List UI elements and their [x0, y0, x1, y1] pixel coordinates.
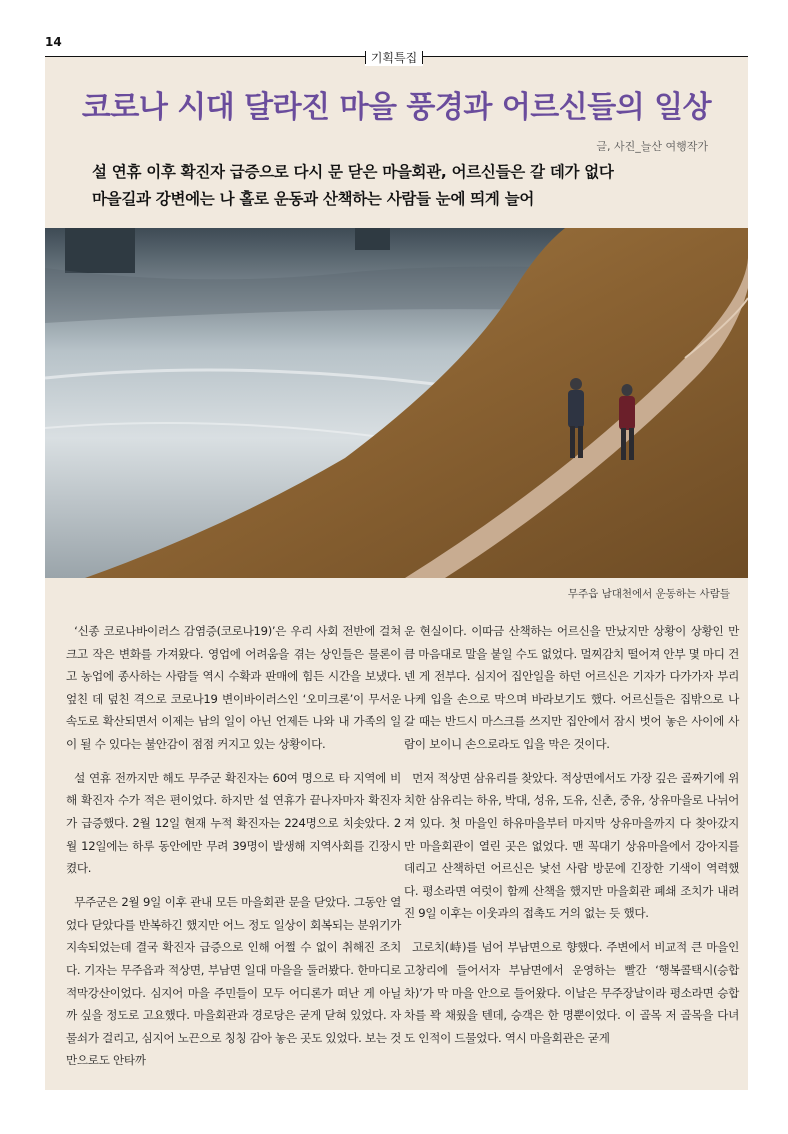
article-column-left — [66, 620, 401, 1083]
paragraph: 먼저 적상면 삼유리를 찾았다. 적상면에서도 가장 깊은 골짜기에 위치한 삼유리는 하유, 박대, 성유, 도유, 신촌, 중유, 상유마을로 나뉘어져 있다. 첫 마을인 하유마을부터 마지막 상유마을까지 다 찾아갔지만 마을회관이 열린 곳은 없었다. 맨 꼭대기 상유마을에서 강아지를 데리고 산책하던 어르신은 낯선 사람 방문에 긴장한 기색이 역력했다. 평소라면 여럿이 함께 산책을 했지만 마을회관 폐쇄 조치가 내려진 9일 이후는 이웃과의 접촉도 거의 없는 듯 했다. — [404, 770, 739, 921]
article-photo — [45, 228, 748, 578]
page-number: 14 — [45, 35, 62, 49]
section-label — [0, 47, 788, 66]
paragraph: 설 연휴 전까지만 해도 무주군 확진자는 60여 명으로 타 지역에 비해 확진자 수가 적은 편이었다. 하지만 설 연휴가 끝나자마자 확진자가 급증했다. 2월 12일 현재 누적 확진자는 224명으로 치솟았다. 2월 12일에는 하루 동안에만 무려 39명이 발생해 지역사회를 긴장시켰다. — [66, 770, 401, 876]
article-byline: 글, 사진_늘산 여행작가 — [596, 140, 708, 153]
paragraph: 운 현실이다. 이따금 산책하는 어르신을 만났지만 상황이 상황인 만큼 마음대로 말을 붙일 수도 없었다. 멀찌감치 떨어져 안부 몇 마디 건넨 게 전부다. 심지어 집안일을 하던 어르신은 기자가 다가가자 부리나케 입을 손으로 막으며 바라보기도 했다. 어르신들은 집밖으로 나갈 때는 반드시 마스크를 쓰지만 집안에서 잠시 벗어 놓은 사이에 사람이 보이니 손으로라도 입을 막은 것이다. — [404, 624, 739, 751]
paragraph: ‘신종 코로나바이러스 감염증(코로나19)’은 우리 사회 전반에 걸쳐 크고 작은 변화를 가져왔다. 영업에 어려움을 겪는 상인들은 물론이고 농업에 종사하는 사람들 역시 수확과 판매에 힘든 시간을 보냈다. 엎친 데 덮친 격으로 코로나19 변이바이러스인 ‘오미크론’이 무서운 속도로 확산되면서 이제는 남의 일이 아닌 언제든 나와 내 가족의 일이 될 수 있다는 불안감이 점점 커지고 있는 상황이다. — [66, 624, 401, 751]
paragraph: 고로치(峙)를 넘어 부남면으로 향했다. 주변에서 비교적 큰 마을인 고창리에 들어서자 부남면에서 운영하는 빨간 ‘행복콜택시(승합차)’가 막 마을 안으로 들어왔다. 이날은 무주장날이라 평소라면 승합차를 꽉 채웠을 텐데, 승객은 한 명뿐이었다. 이 골목 저 골목을 다녀도 인적이 드물었다. 역시 마을회관은 굳게 — [404, 940, 739, 1045]
article-column-right — [404, 620, 739, 1061]
article-subheadings — [92, 159, 712, 213]
section-label-text: 기획특집 — [365, 49, 423, 66]
subheading-1: 설 연휴 이후 확진자 급증으로 다시 문 닫은 마을회관, 어르신들은 갈 데가 없다 — [92, 163, 614, 181]
photo-caption: 무주읍 남대천에서 운동하는 사람들 — [567, 588, 730, 600]
article-title: 코로나 시대 달라진 마을 풍경과 어르신들의 일상 — [81, 90, 712, 125]
paragraph: 무주군은 2월 9일 이후 관내 모든 마을회관 문을 닫았다. 그동안 열었다 닫았다를 반복하긴 했지만 어느 정도 일상이 회복되는 분위기가 지속되었는데 결국 확진자 급증으로 인해 어쩔 수 없이 취해진 조치다. 기자는 무주읍과 적상면, 부남면 일대 마을을 둘러봤다. 한마디로 적막강산이었다. 심지어 마을 주민들이 모두 어디론가 떠난 게 아닐까 싶을 정도로 고요했다. 마을회관과 경로당은 굳게 닫혀 있었다. 자물쇠가 걸리고, 심지어 노끈으로 칭칭 감아 놓은 곳도 있었다. 보는 것만으로도 안타까 — [66, 895, 401, 1068]
subheading-2: 마을길과 강변에는 나 홀로 운동과 산책하는 사람들 눈에 띄게 늘어 — [92, 190, 535, 208]
